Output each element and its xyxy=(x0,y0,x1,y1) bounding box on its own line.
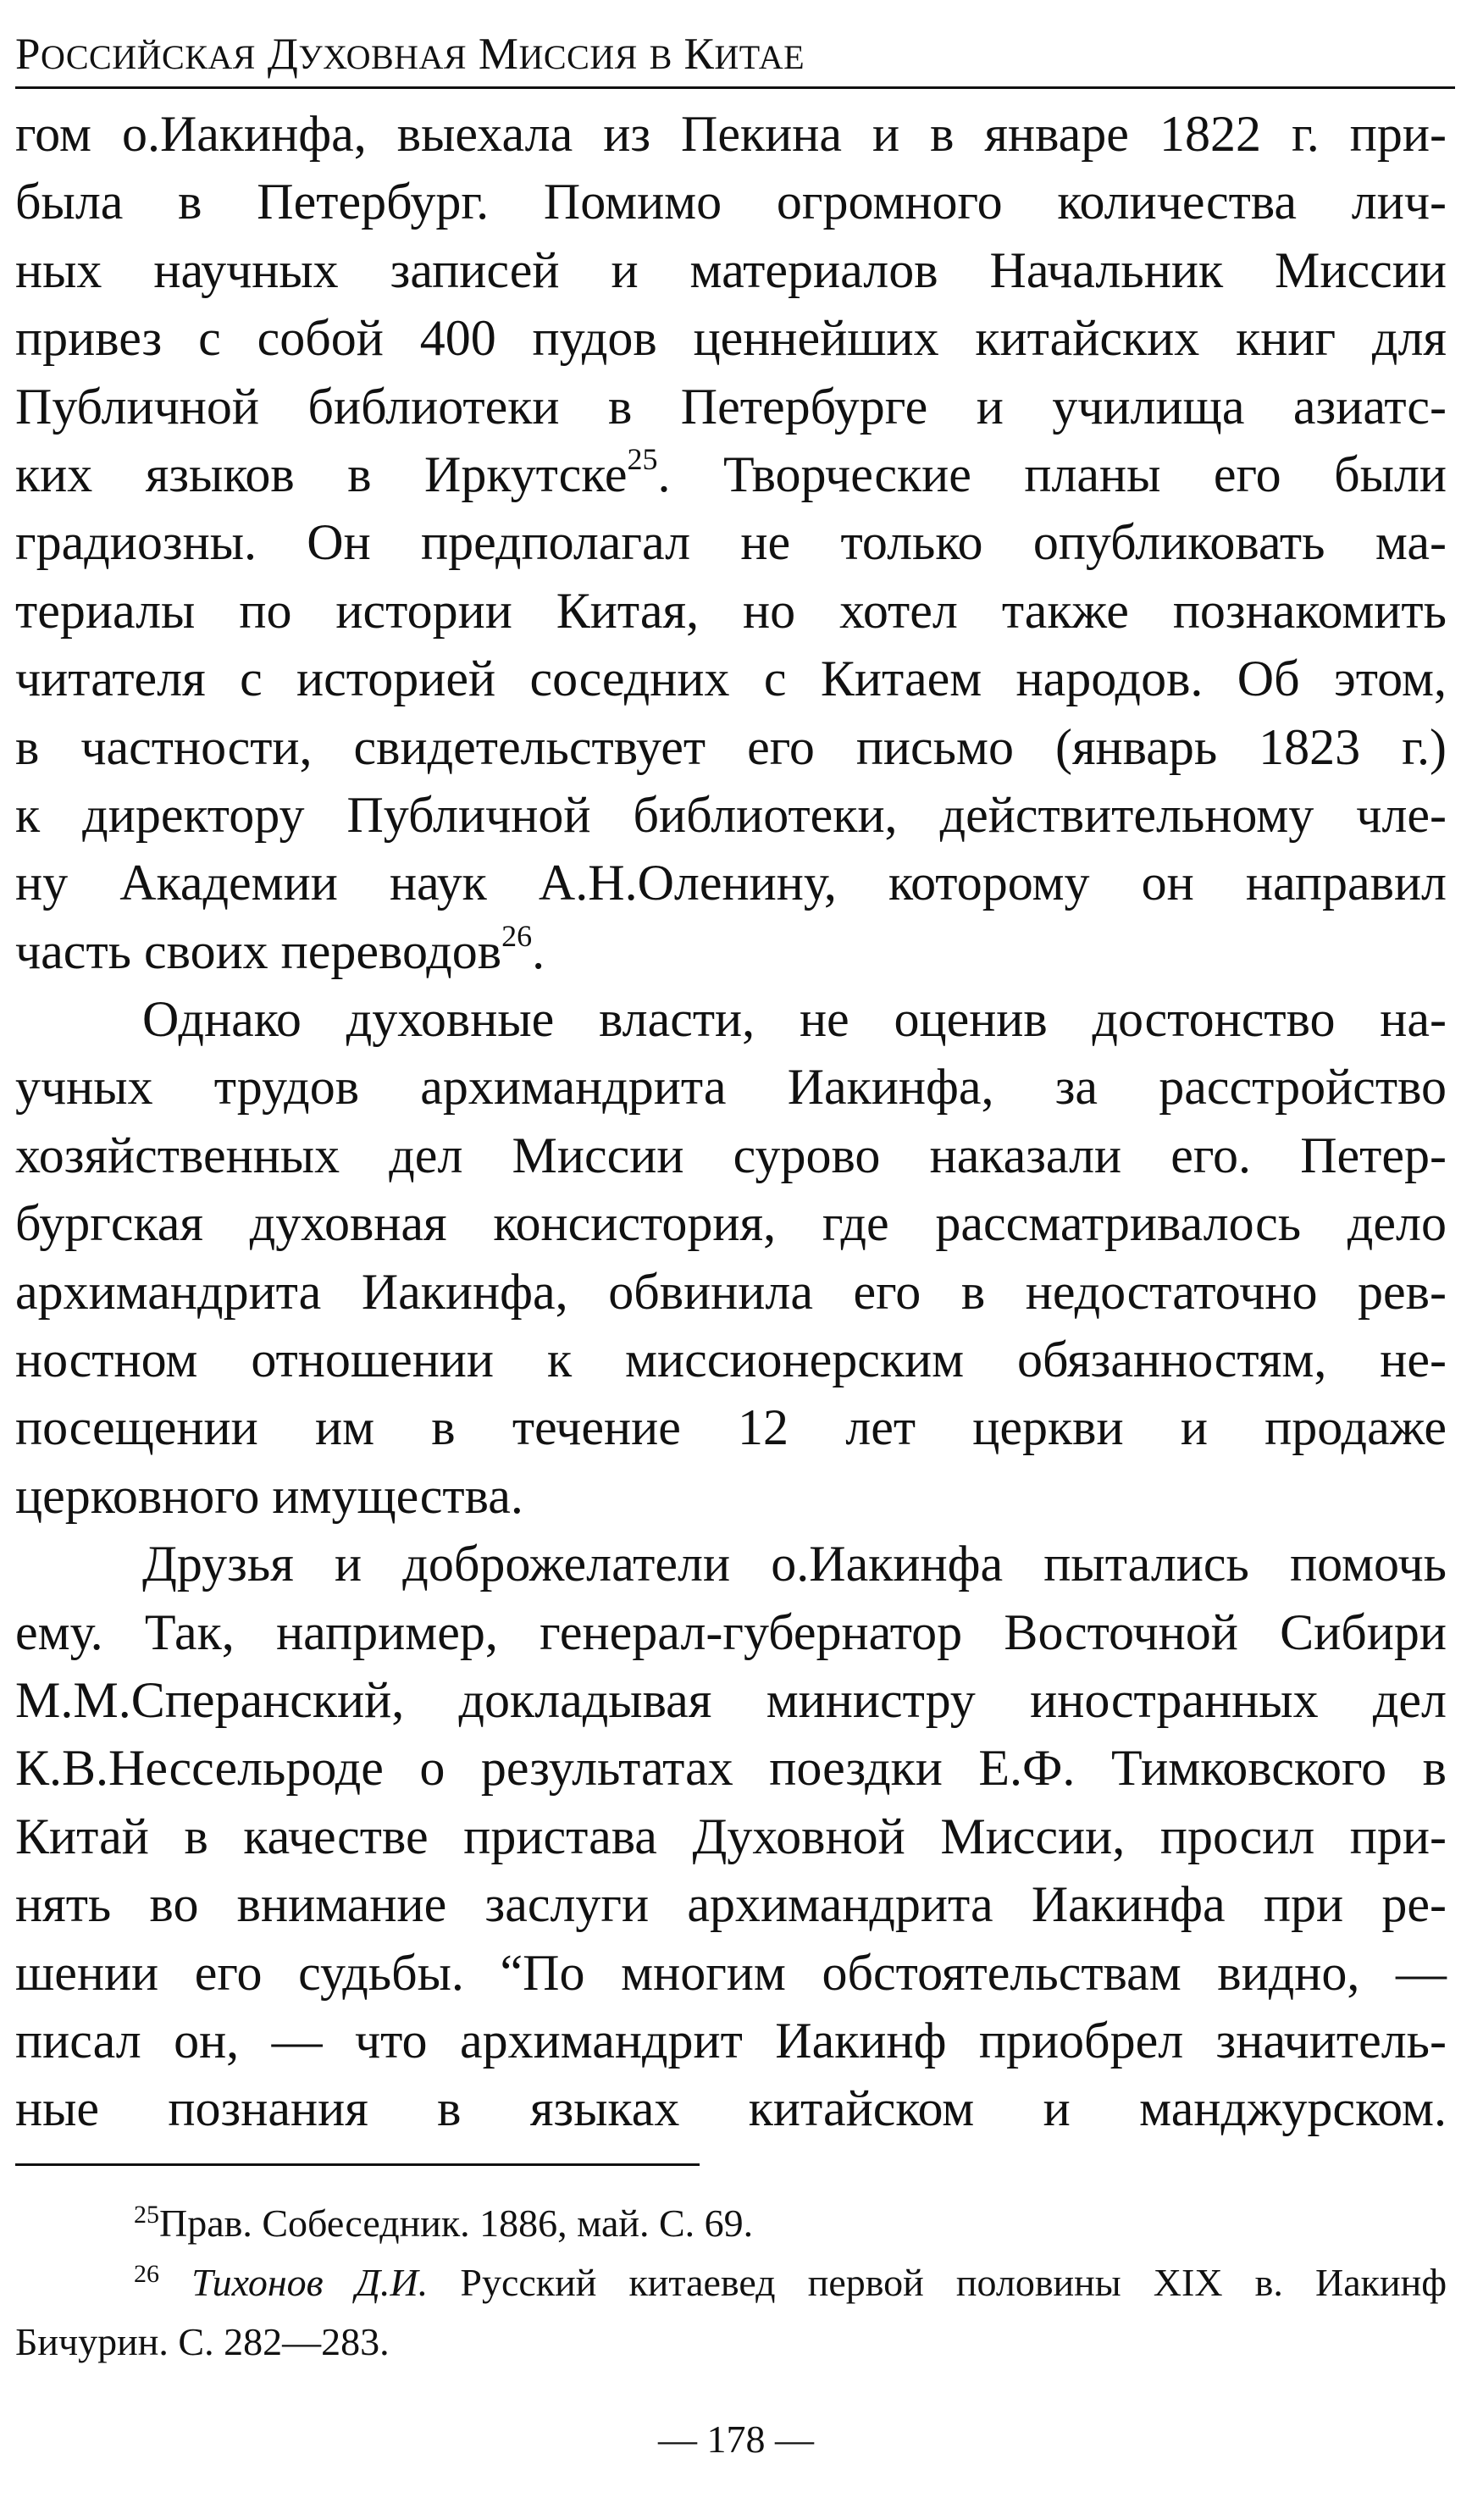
text-line: церковного имущества. xyxy=(15,1467,523,1524)
running-head: РОССИЙСКАЯ ДУХОВНАЯ МИССИЯ В КИТАЕ xyxy=(15,30,805,79)
text-line: градиозны. Он предполагал не только опубликовать ма- xyxy=(15,514,1447,571)
text-line: ну Академии наук А.Н.Оленину, которому он направил xyxy=(15,855,1447,911)
footnote-26 xyxy=(15,2253,1447,2312)
text-line: часть своих переводов$^{26}$. xyxy=(15,918,545,979)
footnotes xyxy=(15,2194,1447,2372)
footnote-25 xyxy=(15,2194,1447,2253)
text-line: в частности, свидетельствует его письмо (январь 1823 г.) xyxy=(15,718,1447,775)
text-line: привез с собой 400 пудов ценнейших китайских книг для xyxy=(15,310,1447,367)
text-line: ные познания в языках китайском и манджурском. xyxy=(15,2080,1447,2137)
footnote-number: 26 xyxy=(134,2260,159,2288)
text-line: К.В.Нессельроде о результатах поездки Е.Ф. Тимковского в xyxy=(15,1740,1447,1797)
footnote-text: Прав. Собеседник. 1886, май. С. 69. xyxy=(159,2202,754,2245)
footnote-author: Тихонов Д.И. xyxy=(191,2261,429,2304)
text-line: учных трудов архимандрита Иакинфа, за расстройство xyxy=(15,1059,1447,1116)
text-line: посещении им в течение 12 лет церкви и продаже xyxy=(15,1399,1447,1456)
paragraph-first-line: Друзья и доброжелатели о.Иакинфа пытались помочь xyxy=(142,1536,1447,1592)
text-line: к директору Публичной библиотеки, действительному чле- xyxy=(15,786,1447,843)
text-line: нять во внимание заслуги архимандрита Иакинфа при ре- xyxy=(15,1876,1447,1933)
footnote-ref-26: 26 xyxy=(501,918,533,953)
text-line: была в Петербург. Помимо огромного количества лич- xyxy=(15,174,1447,230)
text-line: бургская духовная консистория, где рассматривалось дело xyxy=(15,1195,1447,1252)
text-line: хозяйственных дел Миссии сурово наказали его. Петер- xyxy=(15,1127,1447,1183)
text-line: архимандрита Иакинфа, обвинила его в недостаточно рев- xyxy=(15,1263,1447,1320)
text-line: ему. Так, например, генерал-губернатор Восточной Сибири xyxy=(15,1603,1447,1660)
footnote-ref-25: 25 xyxy=(627,441,658,476)
page-number: — 178 — xyxy=(658,2418,814,2461)
footnote-26-continuation: Бичурин. С. 282—283. xyxy=(15,2320,390,2363)
text-line: ных научных записей и материалов Начальник Миссии xyxy=(15,241,1447,298)
paragraph-first-line: Однако духовные власти, не оценив достонство на- xyxy=(142,991,1447,1048)
text-line: териалы по истории Китая, но хотел также познакомить xyxy=(15,582,1447,639)
text-line: шении его судьбы. “По многим обстоятельствам видно, — xyxy=(15,1944,1447,2001)
text-line: гом о.Иакинфа, выехала из Пекина и в январе 1822 г. при- xyxy=(15,106,1447,162)
text-line: читателя с историей соседних с Китаем народов. Об этом, xyxy=(15,651,1447,707)
footnote-number: 25 xyxy=(134,2201,159,2229)
text-line: М.М.Сперанский, докладывая министру иностранных дел xyxy=(15,1671,1447,1728)
text-line: ностном отношении к миссионерским обязанностям, не- xyxy=(15,1332,1447,1388)
text-line: ких языков в Иркутске$^{25}$. Творческие планы его были xyxy=(15,441,1447,502)
body-text xyxy=(15,100,1447,2143)
text-line: писал он, — что архимандрит Иакинф приобрел значитель- xyxy=(15,2012,1447,2069)
text-line: Публичной библиотеки в Петербурге и училища азиатс- xyxy=(15,378,1447,435)
header-rule xyxy=(15,86,1455,89)
text-line: Китай в качестве пристава Духовной Миссии, просил при- xyxy=(15,1808,1447,1864)
footnote-rule xyxy=(15,2163,700,2166)
footnote-text: Русский китаевед первой половины XIX в. Иакинф xyxy=(428,2261,1447,2304)
